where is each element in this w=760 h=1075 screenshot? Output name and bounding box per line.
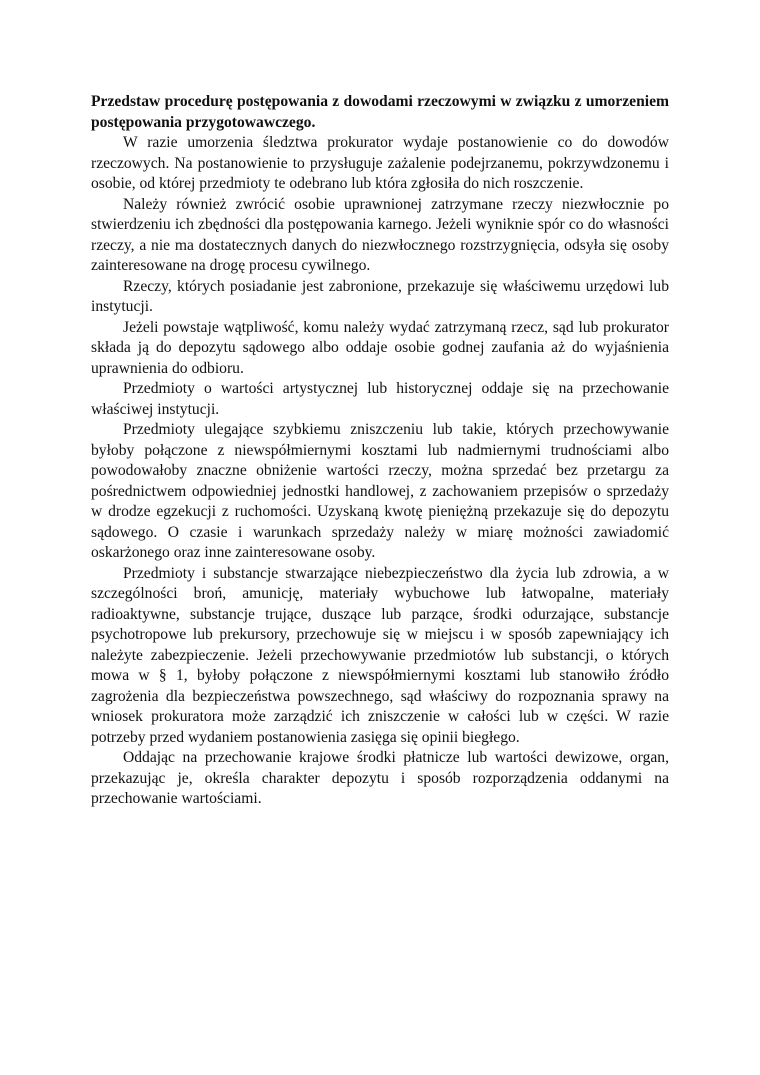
document-body [91,92,669,810]
paragraph-substancje-niebezpieczne: Przedmioty i substancje stwarzające niebezpieczeństwo dla życia lub zdrowia, a w szczególności broń, amunicję, materiały wybuchowe lub łatwopalne, materiały radioaktywne, substancje trujące, duszące lub parzące, środki odurzające, substancje psychotropowe lub prekursory, przechowuje się w miejscu i w sposób zapewniający ich należyte zabezpieczenie. Jeżeli przechowywanie przedmiotów lub substancji, o których mowa w § 1, byłoby połączone z niewspółmiernymi kosztami lub stanowiło źródło zagrożenia dla bezpieczeństwa powszechnego, sąd właściwy do rozpoznania sprawy na wniosek prokuratora może zarządzić ich zniszczenie w całości lub w części. W razie potrzeby przed wydaniem postanowienia zasięga się opinii biegłego. [91,564,669,746]
paragraph-dowody-rzeczowe: W razie umorzenia śledztwa prokurator wydaje postanowienie co do dowodów rzeczowych. Na postanowienie to przysługuje zażalenie podejrzanemu, pokrzywdzonemu i osobie, od której przedmioty te odebrano lub która zgłosiła do nich roszczenie. [91,134,669,192]
paragraph-przedmioty-artystyczne: Przedmioty o wartości artystycznej lub historycznej oddaje się na przechowanie właściwej instytucji. [91,380,669,418]
paragraph-watpliwosc: Jeżeli powstaje wątpliwość, komu należy wydać zatrzymaną rzecz, sąd lub prokurator składa ją do depozytu sądowego albo oddaje osobie godnej zaufania aż do wyjaśnienia uprawnienia do odbioru. [91,318,669,377]
paragraph-sprzedaz: Przedmioty ulegające szybkiemu zniszczeniu lub takie, których przechowywanie byłoby połączone z niewspółmiernymi kosztami lub nadmiernymi trudnościami albo powodowałoby znaczne obniżenie wartości rzeczy, można sprzedać bez przetargu za pośrednictwem odpowiedniej jednostki handlowej, z zachowaniem przepisów o sprzedaży w drodze egzekucji z ruchomości. Uzyskaną kwotę pieniężną przekazuje się do depozytu sądowego. O czasie i warunkach sprzedaży należy w miarę możności zawiadomić oskarżonego oraz inne zainteresowane osoby. [91,421,669,561]
paragraph-zwrot-rzeczy: Należy również zwrócić osobie uprawnionej zatrzymane rzeczy niezwłocznie po stwierdzeniu ich zbędności dla postępowania karnego. Jeżeli wyniknie spór co do własności rzeczy, a nie ma dostatecznych danych do niezwłocznego rozstrzygnięcia, odsyła się osoby zainteresowane na drogę procesu cywilnego. [91,195,669,274]
paragraph-rzeczy-zabronione: Rzeczy, których posiadanie jest zabronione, przekazuje się właściwemu urzędowi lub instytucji. [91,277,669,315]
paragraph-depozyt-platnicze: Oddając na przechowanie krajowe środki płatnicze lub wartości dewizowe, organ, przekazując je, określa charakter depozytu i sposób rozporządzenia oddanymi na przechowanie wartościami. [91,749,669,807]
document-heading: Przedstaw procedurę postępowania z dowodami rzeczowymi w związku z umorzeniem postępowania przygotowawczego. [91,93,669,131]
